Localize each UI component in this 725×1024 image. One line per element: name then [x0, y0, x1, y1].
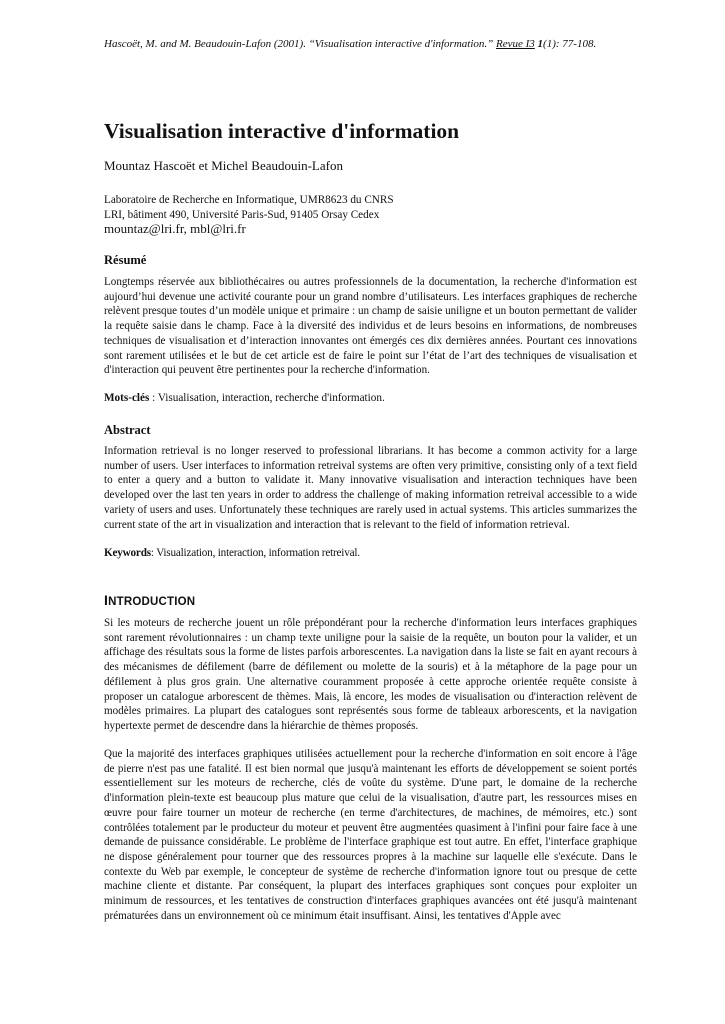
introduction-paragraph-2: Que la majorité des interfaces graphiques utilisées actuellement pour la recherche d'information en soit encore à l'âge de pierre n'est pas une fatalité. Il est bien normal que jusqu'à maintenant les efforts de développement se soient portés essentiellement sur les moteurs de recherche, clés de voûte du système. D'une part, le domaine de la recherche d'information plein-texte est beaucoup plus mature que celui de la visualisation, d'autre part, les ressources mises en œuvre pour faire tourner un moteur de recherche (en terme d'architectures, de machines, de mémoires, etc.) sont contrôlées totalement par le producteur du moteur et peuvent être augmentées quasiment à l'infini pour faire face à une demande de puissance considérable. Le problème de l'interface graphique est tout autre. En effet, l'interface graphique ne dispose généralement pour tourner que des ressources propres à la machine sur laquelle elle s'exécute. Dans le contexte du Web par exemple, le concepteur de système de recherche d'information ignore tout ou presque de cette machine cliente et distante. Par conséquent, la plupart des interfaces graphiques sont conçues pour exploiter un minimum de ressources, et les tentatives de construction d'interfaces graphiques avancées ont été jusqu'à maintenant prématurées dans un environnement où ce minimum était insuffisant. Ainsi, les tentatives d'Apple avec	[104, 748, 637, 922]
citation-prefix: Hascoët, M. and M. Beaudouin-Lafon (2001). “Visualisation interactive d'information.”	[104, 38, 497, 50]
abstract-keywords-label: Keywords	[104, 547, 151, 559]
affiliation-block	[104, 193, 394, 237]
affiliation-line-2: LRI, bâtiment 490, Université Paris-Sud, 91405 Orsay Cedex	[104, 208, 380, 221]
introduction-paragraph-1: Si les moteurs de recherche jouent un rôle prépondérant pour la recherche d'information leurs interfaces graphiques sont rarement révolutionnaires : un champ texte uniligne pour la saisie de la requête, un bouton pour la valider, et un affichage des résultats sous la forme de listes parfois arborescentes. La navigation dans la liste se fait en ayant recours à des mécanismes de défilement (barre de défilement ou molette de la souris) et à la métaphore de la page pour un défilement à plus gros grain. Une alternative couramment proposée à cette approche orientée requête consiste à proposer un catalogue arborescent de thèmes. Mais, là encore, les modes de visualisation ou d'interaction relèvent de modèles primaires. La plupart des catalogues sont représentés sous forme de tableaux arborescents, et la navigation hypertexte permet de descendre dans la hiérarchie de thèmes proposés.	[104, 617, 637, 732]
introduction-heading-initial: I	[104, 592, 109, 608]
resume-heading: Résumé	[104, 253, 147, 267]
abstract-heading: Abstract	[104, 423, 151, 437]
introduction-heading-rest: NTRODUCTION	[108, 596, 196, 608]
abstract-keywords	[104, 547, 360, 559]
paper-title: Visualisation interactive d'information	[104, 119, 460, 143]
resume-keywords-label: Mots-clés	[104, 392, 150, 404]
author-emails[interactable]: mountaz@lri.fr, mbl@lri.fr	[104, 221, 246, 236]
affiliation-line-1: Laboratoire de Recherche en Informatique, UMR8623 du CNRS	[104, 194, 394, 206]
citation-volume: 1	[537, 38, 544, 50]
citation-journal-link[interactable]: Revue I3	[496, 38, 535, 50]
paper-authors: Mountaz Hascoët et Michel Beaudouin-Lafon	[104, 158, 343, 173]
citation-suffix: (1): 77-108.	[543, 38, 597, 50]
citation-header	[104, 36, 634, 52]
resume-keywords-text: : Visualisation, interaction, recherche d'information.	[149, 392, 385, 404]
resume-keywords	[104, 392, 385, 404]
abstract-keywords-text: : Visualization, interaction, information retreival.	[150, 547, 360, 559]
resume-body: Longtemps réservée aux bibliothécaires ou autres professionnels de la documentation, la recherche d'information est aujourd’hui devenue une activité courante pour un grand nombre d’utilisateurs. Les interfaces graphiques de recherche relèvent presque toutes d’un modèle unique et primaire : un champ de saisie uniligne et un bouton permettant de valider la requête saisie dans le champ. Face à la diversité des individus et de leurs besoins en informations, de nombreuses techniques de visualisation et d’interaction innovantes ont émergés ces dix dernières années. Pourtant ces innovations sont rarement utilisées et le but de cet article est de faire le point sur l’état de l’art des techniques de visualisation et d'interaction qui peuvent être pertinentes pour la recherche d'information.	[104, 276, 637, 377]
abstract-body: Information retrieval is no longer reserved to professional librarians. It has become a common activity for a large number of users. User interfaces to information retreival systems are often very primitive, consisting only of a text field to enter a query and a button to validate it. Many innovative visualisation and interaction techniques have been developed over the last ten years in order to address the challenge of making information retreival accessible to a wide variety of users and uses. Unfortunately these techniques are rarely used in actual systems. This articles summarizes the current state of the art in visualization and interaction that is relevant to the field of information retrieval.	[104, 445, 637, 531]
introduction-heading	[104, 592, 195, 608]
